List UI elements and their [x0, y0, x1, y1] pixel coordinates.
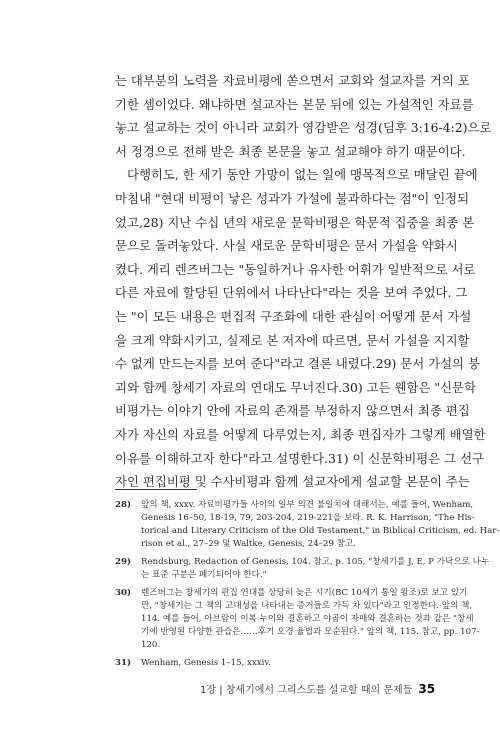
body-line: 을 크게 약화시키고, 실제로 본 저자에 따르면, 문서 가설을 지지할: [115, 332, 470, 348]
body-line: 다른 자료에 할당된 단위에서 나타난다"라는 것을 보여 주었다. 그: [115, 285, 468, 301]
body-line: 놓고 설교하는 것이 아니라 교회가 영감받은 성경(딤후 3:16-4:2)으로: [115, 120, 492, 136]
footnote-line: 114. 예를 들어, 아브람이 이복 누이와 결혼하고 야곱이 자매와 결혼하는 것과 같은 "창세: [141, 614, 474, 624]
body-line: 수 없게 만드는지를 보여 준다"라고 결론 내렸다.29) 문서 가설의 붕: [115, 356, 480, 372]
footnote-number: 31): [115, 658, 132, 668]
body-line: 문으로 돌려놓았다. 사실 새로운 문학비평은 문서 가설을 약화시: [115, 238, 458, 254]
running-footer-chapter: 1장 | 창세기에서 그리스도를 설교할 때의 문제들: [200, 685, 413, 696]
footnote-line: 만, "창세기는 그 책의 고대성을 나타내는 증거들로 가득 차 있다"라고 인정한다. 앞의 책,: [141, 601, 473, 611]
body-line: 이유를 이해하고자 한다"라고 설명한다.31) 이 신문학비평은 그 선구: [115, 450, 485, 466]
footnote-line: 앞의 책, xxxv. 자료비평가들 사이의 일부 의견 불일치에 대해서는, 예를 들어, Wenham,: [141, 500, 474, 510]
body-line: 는 "이 모든 내용은 편집적 구조화에 대한 관심이 어떻게 문서 가설: [115, 308, 472, 324]
body-line: 마침내 "현대 비평이 낳은 성과가 가설에 불과하다는 점"이 인정되: [115, 190, 470, 206]
footnote-line: 렌즈버그는 창세기의 편집 연대를 상당히 늦은 시기(BC 10세기 통일 왕조)로 보고 있기: [141, 588, 468, 598]
page-footer: [200, 681, 436, 696]
footnote-28: [115, 499, 500, 551]
footnote-line: Wenham, Genesis 1–15, xxxiv.: [141, 658, 271, 668]
body-line: 는 대부분의 노력을 자료비평에 쏟으면서 교회와 설교자를 거의 포: [115, 73, 470, 88]
body-line: 켰다. 게리 렌즈버그는 "동일하거나 유사한 어휘가 일반적으로 서로: [115, 261, 476, 277]
footnote-number: 30): [115, 588, 132, 598]
footnote-31: [115, 657, 433, 670]
footnote-line: torical and Literary Criticism of the Old Testament," in Biblical Criticism, ed. Har-: [141, 526, 500, 536]
body-line: 비평가는 이야기 안에 자료의 존재를 부정하지 않으면서 최종 편집: [115, 403, 470, 419]
footnote-line: rison et al., 27–29 및 Waltke, Genesis, 24–29 참고.: [141, 539, 356, 549]
body-line: 자가 자신의 자료를 어떻게 다루었는지, 최종 편집자가 그렇게 배열한: [115, 426, 486, 442]
footnote-30: [115, 587, 480, 652]
footnotes: [115, 499, 500, 675]
footnote-number: 28): [115, 500, 132, 510]
body-line: 자인 편집비평 및 수사비평과 함께 설교자에게 설교할 본문이 주는: [115, 474, 470, 490]
footnote-29: [115, 556, 490, 582]
footnote-line: Rendsburg, Redaction of Genesis, 104. 참고, p. 105, "창세기를 J, E, P 가닥으로 나누: [141, 557, 490, 567]
page-number: 35: [418, 682, 436, 696]
body-line: 괴와 함께 창세기 자료의 연대도 무너진다.30) 고든 웬함은 "신문학: [115, 379, 476, 395]
footnote-divider: [115, 489, 197, 490]
body-line: 다행히도, 한 세기 동안 가망이 없는 일에 맹목적으로 매달린 끝에: [127, 167, 478, 183]
body-text: [115, 69, 492, 494]
footnote-number: 29): [115, 557, 132, 567]
body-line: 기한 셈이었다. 왜냐하면 설교자는 본문 뒤에 있는 가설적인 자료를: [115, 96, 474, 112]
footnote-line: 기에 반영된 다양한 관습은……후기 오경 율법과 모순된다." 앞의 책, 115. 참고, pp. 107-: [141, 627, 480, 637]
body-line: 서 정경으로 전해 받은 최종 본문을 놓고 설교해야 하기 때문이다.: [115, 143, 466, 159]
body-line: 었고,28) 지난 수십 년의 새로운 문학비평은 학문적 집중을 최종 본: [115, 214, 475, 230]
footnote-line: 120.: [141, 640, 161, 650]
footnote-line: 는 표준 구분은 폐기되어야 한다.": [141, 570, 267, 580]
footnote-line: Genesis 16–50, 18-19, 79, 203-204, 219-221을 보라. R. K. Harrison, "The His-: [141, 513, 475, 523]
